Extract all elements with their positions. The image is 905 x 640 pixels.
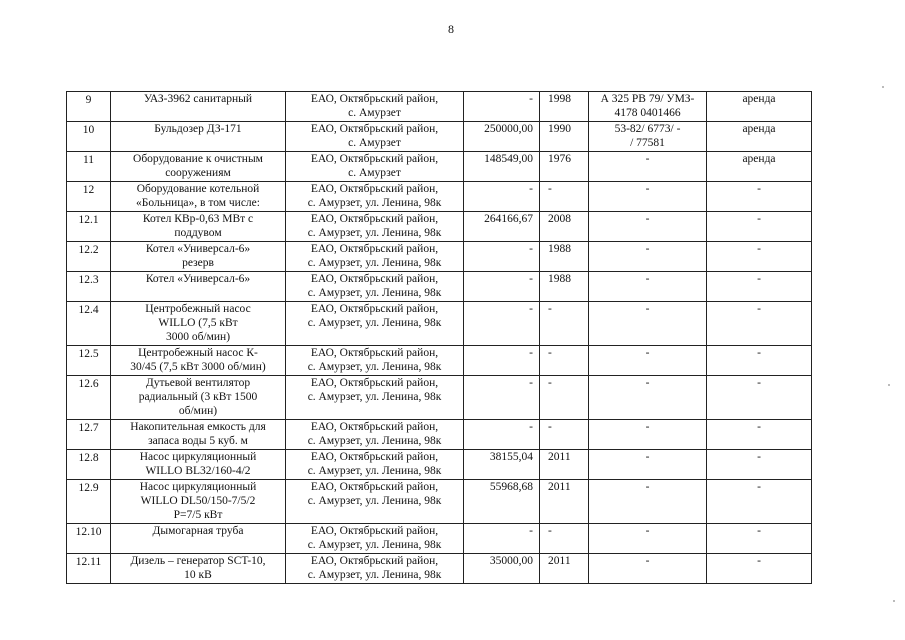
item-year: 2011 — [548, 481, 571, 493]
table-row — [67, 346, 812, 376]
item-cost-cell — [464, 302, 540, 346]
item-note-cell — [707, 554, 812, 584]
item-name-line: Дизель – генератор SCT-10, — [130, 555, 266, 567]
item-year: - — [548, 525, 552, 537]
item-cost: - — [529, 183, 533, 195]
item-year: - — [548, 347, 552, 359]
item-name-cell — [111, 182, 286, 212]
item-address-cell — [286, 420, 464, 450]
row-number-cell — [67, 554, 111, 584]
item-cost-cell — [464, 554, 540, 584]
item-year: 1976 — [548, 153, 571, 165]
item-registration-cell — [589, 272, 707, 302]
item-address-line: с. Амурзет, ул. Ленина, 98к — [307, 391, 442, 403]
item-address-cell — [286, 554, 464, 584]
item-note-cell — [707, 346, 812, 376]
item-name-line: WILLO (7,5 кВт — [158, 317, 238, 329]
item-note: - — [757, 347, 761, 359]
item-note: - — [757, 273, 761, 285]
item-cost-cell — [464, 92, 540, 122]
item-cost-cell — [464, 524, 540, 554]
item-cost-cell — [464, 376, 540, 420]
item-registration-line: - — [645, 347, 650, 359]
item-year-cell — [540, 524, 589, 554]
table-row — [67, 420, 812, 450]
item-year: 2011 — [548, 451, 571, 463]
item-note-cell — [707, 450, 812, 480]
item-name-line: об/мин) — [178, 405, 218, 417]
row-number: 12.11 — [75, 556, 102, 568]
scan-speck — [882, 86, 884, 88]
row-number: 12.2 — [78, 244, 99, 256]
item-name-cell — [111, 212, 286, 242]
item-cost-cell — [464, 346, 540, 376]
item-registration-line: - — [645, 153, 650, 165]
item-registration-cell — [589, 242, 707, 272]
item-address-line: с. Амурзет, ул. Ленина, 98к — [307, 361, 442, 373]
item-cost-cell — [464, 272, 540, 302]
item-name-cell — [111, 420, 286, 450]
item-name-line: Дутьевой вентилятор — [145, 377, 251, 389]
item-address-line: с. Амурзет, ул. Ленина, 98к — [307, 197, 442, 209]
item-note-cell — [707, 480, 812, 524]
item-address-line: ЕАО, Октябрьский район, — [310, 377, 439, 389]
item-name-line: Центробежный насос — [145, 303, 251, 315]
property-table — [66, 91, 812, 584]
table-row — [67, 92, 812, 122]
item-address-line: с. Амурзет, ул. Ленина, 98к — [307, 257, 442, 269]
item-registration-line: - — [645, 273, 650, 285]
table-row — [67, 272, 812, 302]
item-name-line: Котел «Универсал-6» — [145, 273, 251, 285]
item-year: - — [548, 183, 552, 195]
item-year-cell — [540, 346, 589, 376]
item-registration-cell — [589, 92, 707, 122]
item-note: аренда — [742, 123, 776, 135]
item-address-line: ЕАО, Октябрьский район, — [310, 525, 439, 537]
item-address-line: ЕАО, Октябрьский район, — [310, 243, 439, 255]
item-note: - — [757, 451, 761, 463]
item-registration-cell — [589, 524, 707, 554]
row-number: 12.7 — [78, 422, 99, 434]
item-note: - — [757, 213, 761, 225]
item-note-cell — [707, 376, 812, 420]
item-registration-cell — [589, 122, 707, 152]
item-registration-line: - — [645, 213, 650, 225]
table-row — [67, 182, 812, 212]
item-address-cell — [286, 92, 464, 122]
item-name-line: Насос циркуляционный — [139, 481, 257, 493]
item-cost: - — [529, 421, 533, 433]
table-row — [67, 480, 812, 524]
row-number-cell — [67, 92, 111, 122]
item-name-line: запаса воды 5 куб. м — [148, 435, 248, 447]
item-registration-line: - — [645, 243, 650, 255]
item-cost: - — [529, 525, 533, 537]
item-name-line: Оборудование котельной — [136, 183, 260, 195]
item-year-cell — [540, 182, 589, 212]
item-cost-cell — [464, 182, 540, 212]
row-number-cell — [67, 272, 111, 302]
item-name-line: поддувом — [174, 227, 222, 239]
item-registration-cell — [589, 450, 707, 480]
item-cost-cell — [464, 480, 540, 524]
item-address-line: с. Амурзет, ул. Ленина, 98к — [307, 227, 442, 239]
item-cost: - — [529, 347, 533, 359]
item-name-cell — [111, 92, 286, 122]
row-number: 9 — [85, 94, 92, 106]
item-address-line: ЕАО, Октябрьский район, — [310, 481, 439, 493]
item-address-cell — [286, 212, 464, 242]
item-note-cell — [707, 212, 812, 242]
item-year-cell — [540, 122, 589, 152]
item-address-line: с. Амурзет, ул. Ленина, 98к — [307, 569, 442, 581]
item-registration-cell — [589, 182, 707, 212]
item-year: - — [548, 303, 552, 315]
item-address-line: с. Амурзет — [348, 167, 401, 179]
item-name-cell — [111, 480, 286, 524]
item-cost-cell — [464, 242, 540, 272]
item-name-cell — [111, 346, 286, 376]
item-cost: 250000,00 — [484, 123, 533, 135]
item-note-cell — [707, 272, 812, 302]
item-year-cell — [540, 272, 589, 302]
item-year: - — [548, 377, 552, 389]
row-number-cell — [67, 524, 111, 554]
item-year-cell — [540, 92, 589, 122]
row-number-cell — [67, 242, 111, 272]
row-number: 12.9 — [78, 482, 99, 494]
item-address-cell — [286, 480, 464, 524]
item-cost-cell — [464, 450, 540, 480]
item-cost: 148549,00 — [484, 153, 533, 165]
item-cost: 35000,00 — [489, 555, 533, 567]
table-row — [67, 122, 812, 152]
item-name-cell — [111, 302, 286, 346]
item-address-line: с. Амурзет — [348, 137, 401, 149]
item-name-cell — [111, 272, 286, 302]
table-row — [67, 242, 812, 272]
item-note-cell — [707, 420, 812, 450]
item-cost-cell — [464, 212, 540, 242]
row-number: 12.8 — [78, 452, 99, 464]
table-row — [67, 152, 812, 182]
item-year-cell — [540, 302, 589, 346]
item-registration-cell — [589, 302, 707, 346]
row-number: 10 — [82, 124, 95, 136]
item-registration-cell — [589, 480, 707, 524]
item-address-line: с. Амурзет, ул. Ленина, 98к — [307, 317, 442, 329]
item-cost: 38155,04 — [489, 451, 533, 463]
item-address-cell — [286, 524, 464, 554]
item-address-line: ЕАО, Октябрьский район, — [310, 555, 439, 567]
item-cost: - — [529, 93, 533, 105]
item-registration-line: 53-82/ 6773/ - — [614, 123, 681, 135]
item-address-line: с. Амурзет — [348, 107, 401, 119]
item-year: - — [548, 421, 552, 433]
item-year-cell — [540, 450, 589, 480]
item-address-line: ЕАО, Октябрьский район, — [310, 273, 439, 285]
item-registration-line: 4178 0401466 — [614, 107, 681, 119]
item-cost: 55968,68 — [489, 481, 533, 493]
item-cost: - — [529, 243, 533, 255]
item-address-cell — [286, 376, 464, 420]
item-name-line: радиальный (3 кВт 1500 — [138, 391, 258, 403]
item-name-cell — [111, 524, 286, 554]
item-note: - — [757, 525, 761, 537]
item-address-cell — [286, 182, 464, 212]
item-note-cell — [707, 242, 812, 272]
item-address-line: ЕАО, Октябрьский район, — [310, 421, 439, 433]
item-registration-line: - — [645, 525, 650, 537]
item-note-cell — [707, 92, 812, 122]
item-registration-line: - — [645, 421, 650, 433]
row-number-cell — [67, 302, 111, 346]
item-name-line: Насос циркуляционный — [139, 451, 257, 463]
item-address-cell — [286, 302, 464, 346]
item-name-line: 3000 об/мин) — [165, 331, 231, 343]
row-number-cell — [67, 122, 111, 152]
item-name-line: сооружениям — [165, 167, 231, 179]
row-number: 12.10 — [75, 526, 102, 538]
item-registration-line: - — [645, 451, 650, 463]
item-note: - — [757, 421, 761, 433]
item-note: - — [757, 303, 761, 315]
item-cost-cell — [464, 420, 540, 450]
item-registration-line: / 77581 — [630, 137, 665, 149]
item-address-line: ЕАО, Октябрьский район, — [310, 93, 439, 105]
table-row — [67, 376, 812, 420]
item-address-line: с. Амурзет, ул. Ленина, 98к — [307, 287, 442, 299]
item-year-cell — [540, 420, 589, 450]
row-number-cell — [67, 376, 111, 420]
item-name-line: Центробежный насос К- — [138, 347, 258, 359]
item-address-line: с. Амурзет, ул. Ленина, 98к — [307, 539, 442, 551]
item-name-line: Бульдозер ДЗ-171 — [154, 123, 242, 135]
item-year-cell — [540, 152, 589, 182]
item-address-line: с. Амурзет, ул. Ленина, 98к — [307, 495, 442, 507]
item-cost-cell — [464, 122, 540, 152]
item-address-cell — [286, 152, 464, 182]
item-year: 1988 — [548, 273, 571, 285]
item-name-cell — [111, 152, 286, 182]
item-name-line: 10 кВ — [184, 569, 212, 581]
item-note-cell — [707, 182, 812, 212]
item-name-cell — [111, 242, 286, 272]
item-address-cell — [286, 272, 464, 302]
row-number: 12.3 — [78, 274, 99, 286]
item-year-cell — [540, 376, 589, 420]
item-address-line: ЕАО, Октябрьский район, — [310, 347, 439, 359]
item-name-line: Оборудование к очистным — [133, 153, 263, 165]
item-address-line: ЕАО, Октябрьский район, — [310, 123, 439, 135]
item-name-cell — [111, 554, 286, 584]
row-number: 12 — [82, 184, 95, 196]
row-number-cell — [67, 480, 111, 524]
scan-speck — [888, 384, 890, 386]
item-year: 2008 — [548, 213, 571, 225]
item-name-line: Котел «Универсал-6» — [145, 243, 251, 255]
item-year-cell — [540, 212, 589, 242]
item-address-cell — [286, 450, 464, 480]
item-cost: - — [529, 303, 533, 315]
row-number: 12.1 — [78, 214, 99, 226]
row-number-cell — [67, 346, 111, 376]
item-address-cell — [286, 242, 464, 272]
item-note: аренда — [742, 93, 776, 105]
item-name-line: Котел КВр-0,63 МВт с — [142, 213, 254, 225]
table-row — [67, 302, 812, 346]
item-note-cell — [707, 122, 812, 152]
item-address-line: с. Амурзет, ул. Ленина, 98к — [307, 435, 442, 447]
item-note: - — [757, 377, 761, 389]
item-note-cell — [707, 152, 812, 182]
item-address-line: с. Амурзет, ул. Ленина, 98к — [307, 465, 442, 477]
item-registration-line: - — [645, 303, 650, 315]
row-number: 11 — [82, 154, 95, 166]
item-name-line: резерв — [182, 257, 214, 269]
item-note: - — [757, 481, 761, 493]
item-name-cell — [111, 450, 286, 480]
table-row — [67, 554, 812, 584]
item-name-cell — [111, 122, 286, 152]
row-number-cell — [67, 420, 111, 450]
item-address-line: ЕАО, Октябрьский район, — [310, 213, 439, 225]
item-registration-line: - — [645, 555, 650, 567]
item-registration-line: - — [645, 481, 650, 493]
item-note: - — [757, 243, 761, 255]
scan-speck — [893, 600, 895, 602]
item-cost: - — [529, 273, 533, 285]
item-year-cell — [540, 554, 589, 584]
item-registration-line: - — [645, 377, 650, 389]
item-note: - — [757, 183, 761, 195]
row-number-cell — [67, 152, 111, 182]
row-number-cell — [67, 182, 111, 212]
item-name-line: WILLO DL50/150-7/5/2 — [140, 495, 256, 507]
row-number: 12.5 — [78, 348, 99, 360]
row-number-cell — [67, 212, 111, 242]
item-note-cell — [707, 524, 812, 554]
item-note-cell — [707, 302, 812, 346]
item-year-cell — [540, 480, 589, 524]
item-note: аренда — [742, 153, 776, 165]
item-name-cell — [111, 376, 286, 420]
row-number: 12.6 — [78, 378, 99, 390]
item-registration-cell — [589, 212, 707, 242]
item-address-line: ЕАО, Октябрьский район, — [310, 153, 439, 165]
item-name-line: УАЗ-3962 санитарный — [143, 93, 253, 105]
item-cost: 264166,67 — [484, 213, 533, 225]
item-registration-line: А 325 РВ 79/ УМЗ- — [600, 93, 695, 105]
item-registration-cell — [589, 376, 707, 420]
table-row — [67, 212, 812, 242]
item-note: - — [757, 555, 761, 567]
row-number-cell — [67, 450, 111, 480]
item-cost: - — [529, 377, 533, 389]
item-name-line: «Больница», в том числе: — [136, 197, 260, 209]
item-address-line: ЕАО, Октябрьский район, — [310, 451, 439, 463]
row-number: 12.4 — [78, 304, 99, 316]
item-registration-cell — [589, 346, 707, 376]
table-row — [67, 450, 812, 480]
item-name-line: 30/45 (7,5 кВт 3000 об/мин) — [130, 361, 266, 373]
item-registration-cell — [589, 152, 707, 182]
item-registration-cell — [589, 554, 707, 584]
table-row — [67, 524, 812, 554]
item-name-line: Р=7/5 кВт — [173, 509, 223, 521]
item-address-cell — [286, 346, 464, 376]
item-registration-line: - — [645, 183, 650, 195]
item-name-line: Накопительная емкость для — [130, 421, 266, 433]
item-cost-cell — [464, 152, 540, 182]
item-address-line: ЕАО, Октябрьский район, — [310, 183, 439, 195]
item-year: 1988 — [548, 243, 571, 255]
item-year: 2011 — [548, 555, 571, 567]
item-registration-cell — [589, 420, 707, 450]
item-address-cell — [286, 122, 464, 152]
item-name-line: Дымогарная труба — [152, 525, 244, 537]
page-number: 8 — [448, 22, 454, 36]
item-year: 1998 — [548, 93, 571, 105]
item-year: 1990 — [548, 123, 571, 135]
item-address-line: ЕАО, Октябрьский район, — [310, 303, 439, 315]
item-year-cell — [540, 242, 589, 272]
item-name-line: WILLO BL32/160-4/2 — [145, 465, 251, 477]
